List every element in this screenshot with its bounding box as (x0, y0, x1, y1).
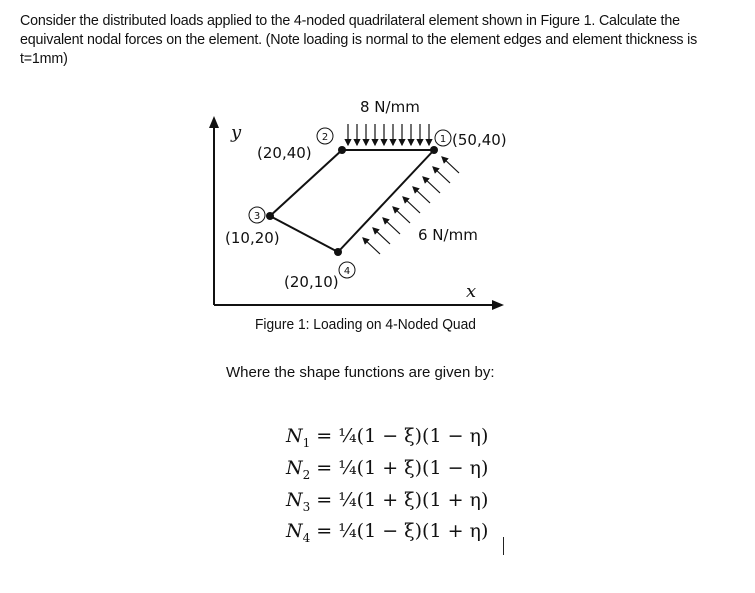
y-axis-label: y (231, 122, 242, 143)
figure-caption: Figure 1: Loading on 4-Noded Quad (255, 316, 476, 333)
node-1 (430, 130, 507, 154)
shape-function-n2: $N_2$ = ¼(1 + ξ)(1 − η) (286, 456, 489, 482)
shape-function-n4: $N_4$ = ¼(1 − ξ)(1 + η) (286, 520, 489, 546)
node-1-coord: (50,40) (452, 131, 507, 149)
text-cursor (503, 537, 504, 555)
node-4-number: 4 (343, 266, 351, 277)
node-4-coord: (20,10) (284, 273, 339, 291)
node-2-coord: (20,40) (257, 144, 312, 162)
node-2 (257, 128, 346, 162)
shape-functions-intro: Where the shape functions are given by: (226, 364, 495, 381)
node-4 (284, 248, 355, 291)
shape-function-equations (286, 424, 488, 551)
problem-statement: Consider the distributed loads applied to the 4-noded quadrilateral element shown in Figure 1. Calculate the equivalent nodal forces on the element. (Note loading is normal to the element edges and element thickness is t=1mm) (20, 12, 698, 67)
quad-element (270, 150, 434, 252)
node-3 (225, 207, 280, 247)
node-3-coord: (10,20) (225, 229, 280, 247)
node-1-number: 1 (439, 134, 447, 145)
diagonal-load-label: 6 N/mm (418, 226, 478, 244)
top-load-arrows (348, 124, 429, 145)
node-2-number: 2 (321, 132, 329, 143)
node-3-number: 3 (253, 211, 261, 222)
top-load-label: 8 N/mm (360, 98, 420, 116)
x-axis-label: x (466, 281, 477, 302)
shape-function-n3: $N_3$ = ¼(1 + ξ)(1 + η) (286, 488, 489, 514)
shape-function-n1: $N_1$ = ¼(1 − ξ)(1 − η) (286, 425, 489, 450)
